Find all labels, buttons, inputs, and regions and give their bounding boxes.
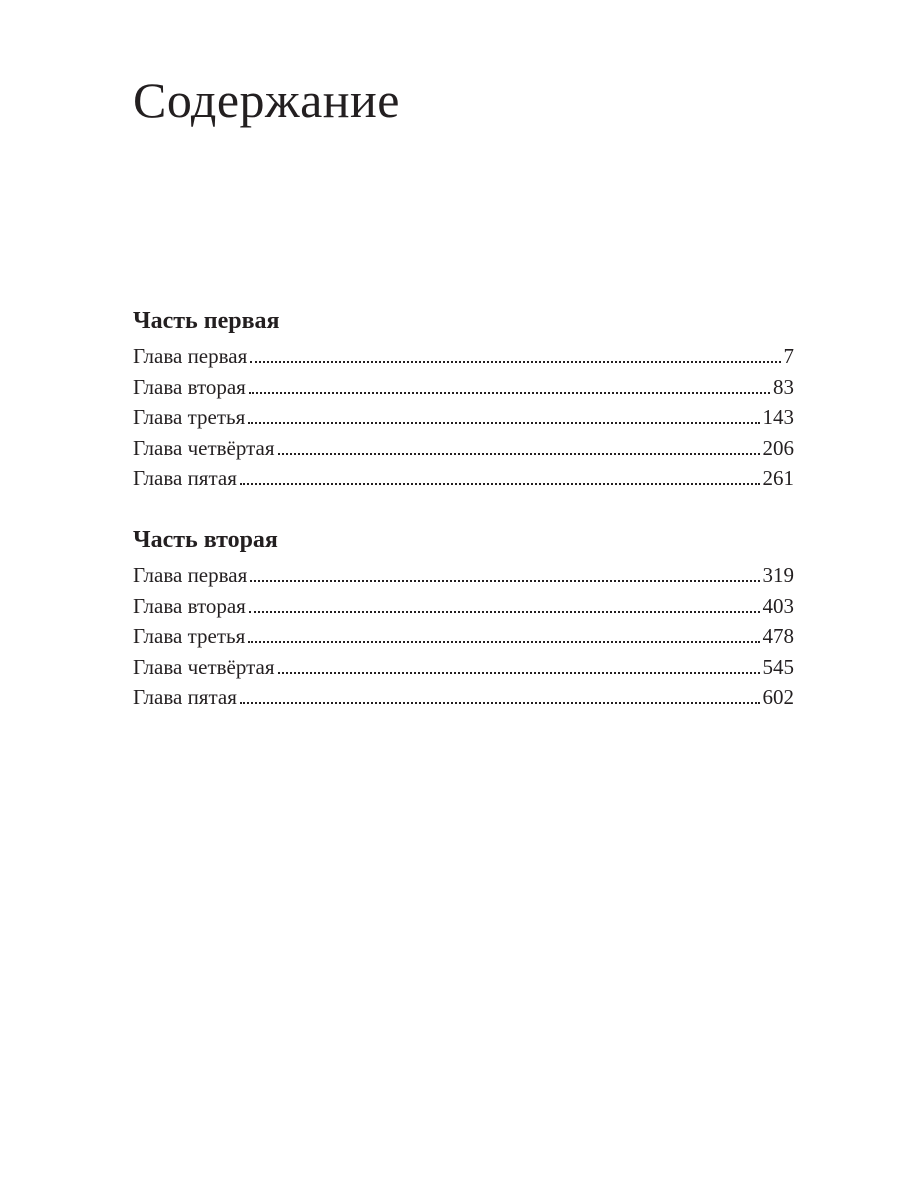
page-number: 206 xyxy=(762,435,794,460)
toc-entry[interactable] xyxy=(133,621,794,652)
page-number: 602 xyxy=(762,685,794,709)
chapter-title: Глава пятая xyxy=(133,685,237,709)
toc-entry[interactable] xyxy=(133,682,794,713)
part-heading: Часть вторая xyxy=(133,527,278,553)
dot-leader xyxy=(240,702,760,704)
toc-part-one xyxy=(133,303,794,494)
dot-leader xyxy=(250,580,759,582)
toc-part-two xyxy=(133,522,794,713)
toc-entry[interactable] xyxy=(133,463,794,494)
toc-entry[interactable] xyxy=(133,591,794,622)
page-number: 545 xyxy=(762,654,794,679)
page-number: 7 xyxy=(783,344,794,368)
page-number: 261 xyxy=(762,466,794,490)
page-number: 143 xyxy=(762,405,794,429)
chapter-list xyxy=(133,341,794,494)
page-number: 83 xyxy=(773,374,794,399)
chapter-title: Глава третья xyxy=(133,624,246,648)
chapter-title: Глава пятая xyxy=(133,466,237,490)
page-number: 403 xyxy=(762,593,794,618)
dot-leader xyxy=(278,672,760,674)
dot-leader xyxy=(250,361,780,363)
page-number: 478 xyxy=(762,624,794,648)
chapter-list xyxy=(133,560,794,713)
chapter-title: Глава первая xyxy=(133,563,248,587)
dot-leader xyxy=(240,483,760,485)
dot-leader xyxy=(278,453,760,455)
toc-entry[interactable] xyxy=(133,341,794,372)
toc-entry[interactable] xyxy=(133,372,794,403)
dot-leader xyxy=(248,422,759,424)
page-title: Содержание xyxy=(133,72,400,128)
chapter-title: Глава третья xyxy=(133,405,246,429)
chapter-title: Глава первая xyxy=(133,344,248,368)
dot-leader xyxy=(249,392,770,394)
toc-entry[interactable] xyxy=(133,402,794,433)
page-number: 319 xyxy=(762,563,794,587)
dot-leader xyxy=(249,611,760,613)
toc-entry[interactable] xyxy=(133,560,794,591)
chapter-title: Глава четвёртая xyxy=(133,435,275,460)
part-heading: Часть первая xyxy=(133,308,280,334)
chapter-title: Глава четвёртая xyxy=(133,654,275,679)
chapter-title: Глава вторая xyxy=(133,374,246,399)
chapter-title: Глава вторая xyxy=(133,593,246,618)
dot-leader xyxy=(248,641,759,643)
toc-entry[interactable] xyxy=(133,652,794,683)
toc-entry[interactable] xyxy=(133,433,794,464)
